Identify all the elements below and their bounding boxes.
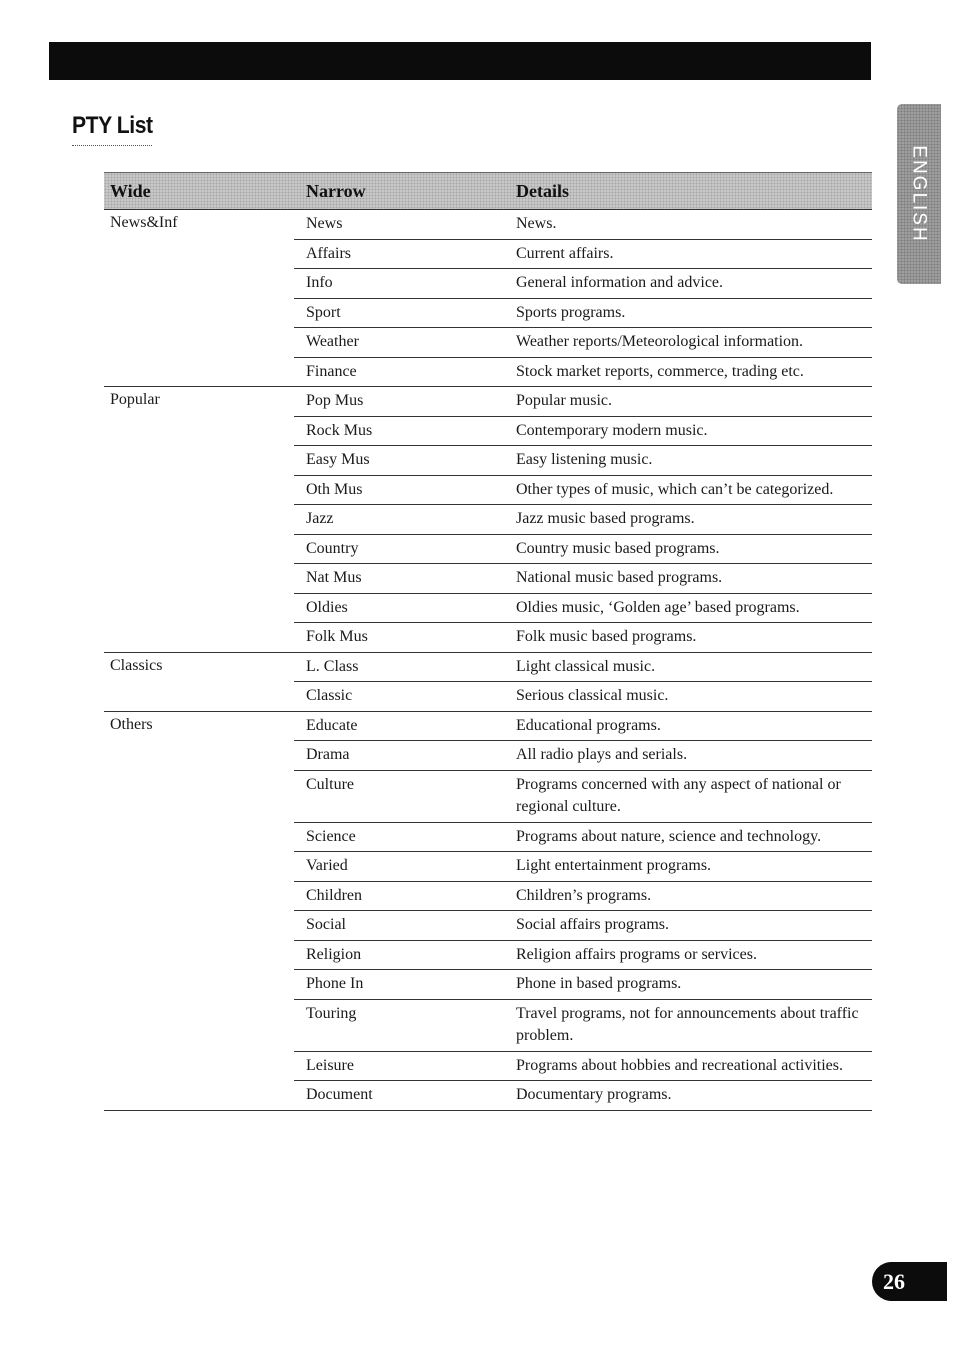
cell-details: Light classical music. bbox=[516, 657, 656, 675]
group-label-wide: Others bbox=[110, 715, 153, 733]
cell-details: Educational programs. bbox=[516, 716, 661, 734]
table-row bbox=[294, 941, 872, 971]
table-row bbox=[294, 771, 872, 823]
cell-narrow: Nat Mus bbox=[306, 569, 362, 586]
cell-narrow: Jazz bbox=[306, 510, 334, 527]
table-row bbox=[294, 712, 872, 742]
table-row bbox=[294, 299, 872, 329]
table-row bbox=[294, 387, 872, 417]
table-row bbox=[294, 446, 872, 476]
cell-details: Contemporary modern music. bbox=[516, 421, 708, 439]
cell-details: Light entertainment programs. bbox=[516, 857, 712, 874]
column-header-narrow: Narrow bbox=[306, 181, 366, 201]
cell-details: Folk music based programs. bbox=[516, 628, 697, 645]
cell-details: Programs about nature, science and technology. bbox=[516, 827, 822, 845]
table-row bbox=[294, 328, 872, 358]
table-row bbox=[294, 240, 872, 270]
cell-narrow: Oldies bbox=[306, 598, 348, 616]
cell-narrow: Leisure bbox=[306, 1056, 354, 1074]
title-underline bbox=[72, 145, 152, 146]
table-row bbox=[294, 269, 872, 299]
group-label-wide: Popular bbox=[110, 391, 160, 408]
table-group bbox=[104, 712, 872, 1111]
column-header-wide: Wide bbox=[110, 181, 151, 201]
page-title: PTY List bbox=[72, 112, 153, 139]
group-label-wide: News&Inf bbox=[110, 214, 178, 231]
cell-details: Serious classical music. bbox=[516, 687, 669, 704]
table-row bbox=[294, 823, 872, 853]
table-row bbox=[294, 476, 872, 506]
cell-details: Documentary programs. bbox=[516, 1086, 672, 1103]
cell-narrow: Religion bbox=[306, 945, 362, 963]
table-row bbox=[294, 741, 872, 771]
table-body bbox=[104, 210, 872, 1111]
cell-narrow: Touring bbox=[306, 1004, 357, 1022]
table-row bbox=[294, 1052, 872, 1082]
table-row bbox=[294, 852, 872, 882]
cell-details: Current affairs. bbox=[516, 244, 614, 262]
column-header-details: Details bbox=[516, 181, 569, 201]
table-group bbox=[104, 387, 872, 653]
cell-details: General information and advice. bbox=[516, 274, 724, 291]
cell-details: All radio plays and serials. bbox=[516, 746, 688, 763]
cell-narrow: Folk Mus bbox=[306, 628, 368, 645]
language-tab bbox=[897, 104, 941, 284]
cell-narrow: Phone In bbox=[306, 975, 364, 992]
language-tab-label: ENGLISH bbox=[909, 145, 931, 243]
cell-narrow: Social bbox=[306, 916, 346, 933]
cell-details: Phone in based programs. bbox=[516, 975, 682, 992]
cell-narrow: Science bbox=[306, 827, 356, 845]
cell-narrow: Rock Mus bbox=[306, 421, 373, 439]
cell-details: Programs concerned with any aspect of national or regional culture. bbox=[516, 775, 841, 815]
cell-details: Popular music. bbox=[516, 392, 612, 409]
table-row bbox=[294, 882, 872, 912]
table-row bbox=[294, 682, 872, 711]
page-number: 26 bbox=[872, 1262, 947, 1301]
table-row bbox=[294, 911, 872, 941]
table-row bbox=[294, 505, 872, 535]
cell-narrow: Info bbox=[306, 274, 333, 291]
table-row bbox=[294, 210, 872, 240]
table-row bbox=[294, 535, 872, 565]
table-row bbox=[294, 1081, 872, 1110]
cell-details: Travel programs, not for announcements about traffic problem. bbox=[516, 1004, 859, 1044]
cell-narrow: Sport bbox=[306, 303, 341, 321]
cell-details: Easy listening music. bbox=[516, 451, 653, 468]
cell-details: Social affairs programs. bbox=[516, 916, 669, 933]
cell-narrow: Educate bbox=[306, 716, 358, 734]
table-row bbox=[294, 1000, 872, 1052]
cell-details: Other types of music, which can’t be categorized. bbox=[516, 480, 834, 498]
group-label-wide: Classics bbox=[110, 656, 163, 674]
cell-narrow: News bbox=[306, 215, 343, 232]
cell-details: Sports programs. bbox=[516, 303, 626, 321]
table-row bbox=[294, 358, 872, 387]
table-group bbox=[104, 210, 872, 387]
cell-narrow: Pop Mus bbox=[306, 392, 364, 409]
cell-narrow: Weather bbox=[306, 333, 359, 350]
cell-narrow: L. Class bbox=[306, 657, 359, 675]
table-row bbox=[294, 653, 872, 683]
cell-details: Oldies music, ‘Golden age’ based programs. bbox=[516, 598, 800, 616]
cell-narrow: Easy Mus bbox=[306, 451, 370, 468]
cell-details: Jazz music based programs. bbox=[516, 510, 695, 527]
cell-narrow: Affairs bbox=[306, 244, 352, 262]
cell-details: Religion affairs programs or services. bbox=[516, 945, 757, 963]
table-row bbox=[294, 594, 872, 624]
cell-narrow: Oth Mus bbox=[306, 480, 363, 498]
cell-details: Weather reports/Meteorological information. bbox=[516, 333, 804, 350]
pty-table bbox=[104, 172, 872, 1111]
cell-narrow: Varied bbox=[306, 857, 348, 874]
cell-details: Programs about hobbies and recreational activities. bbox=[516, 1056, 844, 1074]
cell-narrow: Classic bbox=[306, 687, 353, 704]
cell-details: Country music based programs. bbox=[516, 539, 720, 557]
table-row bbox=[294, 564, 872, 594]
table-row bbox=[294, 970, 872, 1000]
cell-narrow: Document bbox=[306, 1086, 373, 1103]
cell-details: Children’s programs. bbox=[516, 886, 652, 904]
cell-details: Stock market reports, commerce, trading etc. bbox=[516, 362, 804, 380]
table-group bbox=[104, 653, 872, 712]
cell-narrow: Finance bbox=[306, 362, 357, 380]
cell-narrow: Children bbox=[306, 886, 362, 904]
cell-narrow: Culture bbox=[306, 775, 354, 793]
header-bar bbox=[49, 42, 871, 80]
cell-details: National music based programs. bbox=[516, 569, 723, 586]
table-row bbox=[294, 417, 872, 447]
cell-narrow: Drama bbox=[306, 746, 350, 763]
table-row bbox=[294, 623, 872, 652]
cell-narrow: Country bbox=[306, 539, 359, 557]
table-header bbox=[104, 172, 872, 210]
cell-details: News. bbox=[516, 215, 557, 232]
